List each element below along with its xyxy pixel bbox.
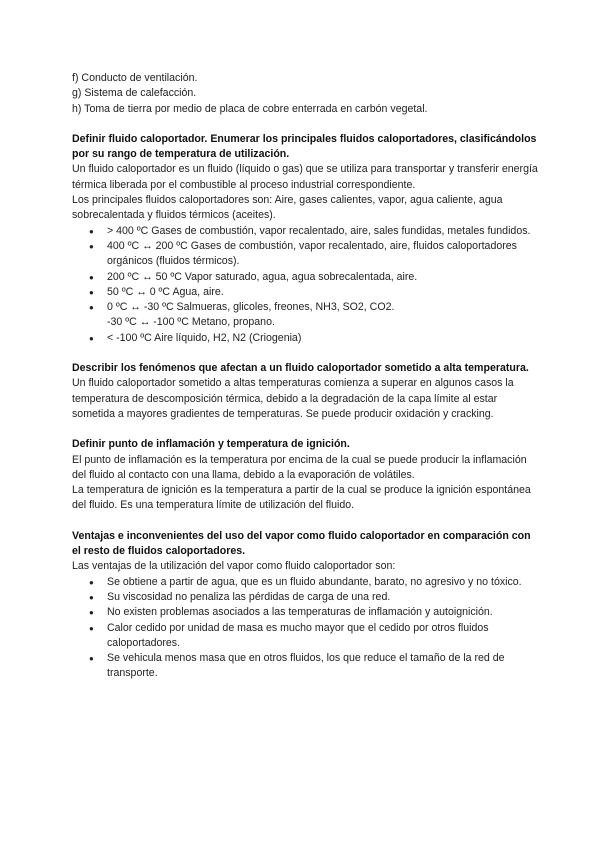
paragraph: La temperatura de ignición es la temperatura a partir de la cual se produce la ignición espontánea del fluido. Es una temperatura límite de utilización del fluido.: [72, 484, 531, 512]
list-item: ● Se vehicula menos masa que en otros fluidos, los que reduce el tamaño de la red de transporte.: [72, 651, 542, 682]
section-heading-fluido-caloportador: Definir fluido caloportador. Enumerar los principales fluidos caloportadores, clasificándolos por su rango de temperatura de utilización.: [72, 132, 537, 161]
temperature-range-list: [72, 224, 542, 346]
section-heading-punto-inflamacion: Definir punto de inflamación y temperatura de ignición.: [72, 438, 350, 451]
intro-line-h: h) Toma de tierra por medio de placa de cobre enterrada en carbón vegetal.: [72, 102, 428, 115]
list-item: ● Su viscosidad no penaliza las pérdidas de carga de una red.: [72, 590, 542, 605]
document-page: [72, 71, 542, 682]
list-item: ● 50 ºC ↔ 0 ºC Agua, aire.: [72, 285, 542, 300]
paragraph: Un fluido caloportador sometido a altas temperaturas comienza a superar en algunos casos la temperatura de descomposición térmica, debido a la degradación de la capa límite al estar sometida a mayores gradientes de temperaturas. Se puede producir oxidación y cracking.: [72, 377, 514, 420]
paragraph: Los principales fluidos caloportadores son: Aire, gases calientes, vapor, agua caliente, agua sobrecalentada y fluidos térmicos (aceites).: [72, 194, 503, 222]
section-heading-alta-temperatura: Describir los fenómenos que afectan a un fluido caloportador sometido a alta temperatura.: [72, 362, 529, 375]
section-heading-ventajas-vapor: Ventajas e inconvenientes del uso del vapor como fluido caloportador en comparación con el resto de fluidos caloportadores.: [72, 529, 531, 558]
ventajas-list: [72, 575, 542, 682]
list-item: ● 400 ºC ↔ 200 ºC Gases de combustión, vapor recalentado, aire, fluidos caloportadores orgánicos (fluidos térmicos).: [72, 239, 542, 270]
paragraph: Las ventajas de la utilización del vapor como fluido caloportador son:: [72, 560, 396, 573]
paragraph: Un fluido caloportador es un fluido (líquido o gas) que se utiliza para transportar y transferir energía térmica liberada por el combustible al proceso industrial correspondiente.: [72, 163, 538, 191]
intro-line-f: f) Conducto de ventilación.: [72, 72, 198, 84]
list-item: ● No existen problemas asociados a las temperaturas de inflamación y autoignición.: [72, 605, 542, 620]
list-item: ● 0 ºC ↔ -30 ºC Salmueras, glicoles, freones, NH3, SO2, CO2. -30 ºC ↔ -100 ºC Metano, propano.: [72, 300, 542, 331]
list-item: ● < -100 ºC Aire líquido, H2, N2 (Criogenia): [72, 331, 542, 346]
list-item: ● Se obtiene a partir de agua, que es un fluido abundante, barato, no agresivo y no tóxico.: [72, 575, 542, 590]
intro-line-g: g) Sistema de calefacción.: [72, 87, 197, 100]
list-item-continuation: orgánicos (fluidos térmicos).: [107, 255, 240, 268]
list-item-continuation: -30 ºC ↔ -100 ºC Metano, propano.: [107, 316, 275, 329]
paragraph: El punto de inflamación es la temperatura por encima de la cual se puede producir la inflamación del fluido al contacto con una llama, debido a la evaporación de volátiles.: [72, 453, 527, 481]
list-item: ● Calor cedido por unidad de masa es mucho mayor que el cedido por otros fluidos caloportadores.: [72, 621, 542, 652]
list-item: ● 200 ºC ↔ 50 ºC Vapor saturado, agua, agua sobrecalentada, aire.: [72, 270, 542, 285]
list-item: ● > 400 ºC Gases de combustión, vapor recalentado, aire, sales fundidas, metales fundidos.: [72, 224, 542, 239]
